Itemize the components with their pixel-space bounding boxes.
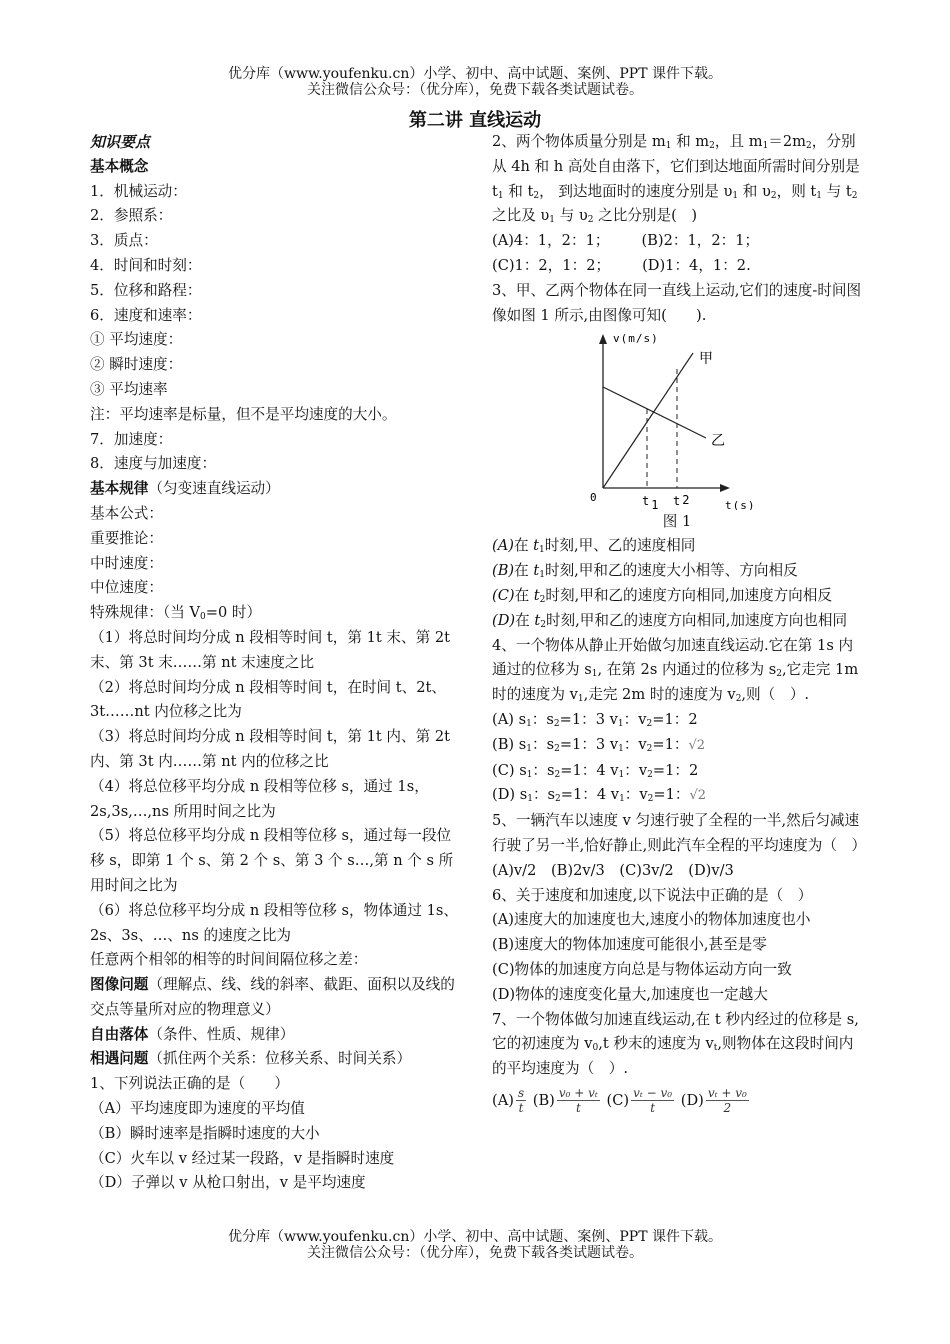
rule-2: （2）将总时间均分成 n 段相等时间 t，在时间 t、2t、3t……nt 内位移之比为 [90,678,446,721]
concept-item: 2．参照系： [90,207,173,225]
question-1-stem: 1、下列说法正确的是（ ） [90,1075,290,1093]
sqrt-2: √2 [689,788,707,804]
question-3-option-b: (B)在 $t_1$时刻,甲和乙的速度大小相等、方向相反 [492,562,798,581]
header-line-2: 关注微信公众号：（优分库），免费下载各类试题试卷。 [307,82,643,98]
rule-3: （3）将总时间均分成 n 段相等时间 t，第 1t 内、第 2t 内、第 3t 内……第 nt 内的位移之比 [90,728,450,770]
meeting-problems-heading: 相遇问题 [90,1050,149,1068]
header-line-1: 优分库（www.youfenku.cn）小学、初中、高中试题、案例、PPT 课件下载。 [227,66,722,82]
formula-item: 基本公式： [90,504,163,522]
basic-rules-heading: 基本规律 [90,480,149,498]
line-yi [603,387,706,438]
x-axis-label: t(s) [725,499,756,511]
line-jia-label: 甲 [699,351,713,368]
figure-caption: 图 1 [662,513,692,531]
question-6-option: (A)速度大的加速度也大,速度小的物体加速度也小 [492,911,811,929]
origin-label: 0 [590,491,597,505]
question-1-option: （B）瞬时速率是指瞬时速度的大小 [90,1124,320,1142]
q7-label-d: (D) [680,1091,704,1109]
question-4-option-b: (B) $s_1$：$s_2=1$：3 $v_1$：$v_2=1$：√2 [492,735,706,754]
formula-item: 重要推论： [90,529,163,547]
meeting-problems-note: （抓住两个关系：位移关系、时间关系） [148,1050,412,1068]
concept-item: 8．速度与加速度： [90,455,217,473]
question-2-options-ab [492,229,862,254]
page-footer [0,1229,950,1261]
concept-item: ① 平均速度： [90,331,183,349]
question-3-option-a: (A)在 $t_1$时刻,甲、乙的速度相同 [492,537,696,556]
concept-item: 5．位移和路程： [90,281,202,299]
line-jia [603,353,693,488]
q7-fraction-a: $\frac{s}{t}$ [517,1086,525,1116]
question-7-options [492,1086,862,1116]
graph-problems [90,973,462,1023]
meeting-problems [90,1047,462,1072]
question-4-option-d: (D) $s_1$：$s_2=1$：4 $v_1$：$v_2=1$：√2 [492,786,707,805]
special-rules-text-end: =0 时） [205,604,262,622]
q7-label-b: (B) [532,1091,555,1109]
question-3-option-d: (D)在 $t_2$时刻,甲和乙的速度方向相同,加速度方向也相同 [492,611,848,630]
question-1-option: （A）平均速度即为速度的平均值 [90,1100,305,1118]
rule-4: （4）将总位移平均分成 n 段相等位移 s，通过 1s，2s,3s,…,ns 所用时间之比为 [90,777,429,820]
question-7-stem: 7、一个物体做匀加速直线运动,在 t 秒内经过的位移是 s,它的初速度为 $v_0,t$ 秒末的速度为 $v_t$,则物体在这段时间内的平均速度为（ ）. [492,1010,859,1078]
concept-note: 注：平均速率是标量，但不是平均速度的大小。 [90,405,397,423]
t2-label: t 2 [673,493,690,509]
concept-item: 6．速度和速率： [90,306,202,324]
concept-item: 7．加速度： [90,430,173,448]
q7-label-a: (A) [492,1091,514,1109]
y-axis-arrow [599,334,607,344]
question-4-option-a: (A) $s_1$：$s_2=1$：3 $v_1$：$v_2=1$：2 [492,710,698,729]
graph-problems-heading: 图像问题 [90,976,149,994]
question-1-option: （D）子弹以 v 从枪口射出，v 是平均速度 [90,1174,366,1192]
footer-line-1: 优分库（www.youfenku.cn）小学、初中、高中试题、案例、PPT 课件下载。 [227,1229,722,1245]
question-2-stem: 2、两个物体质量分别是 $m_1$ 和 $m_2$，且 $m_1=2m_2$，分别从 4h 和 h 高处自由落下，它们到达地面所需时间分别是 $t_1$ 和 $t_2$， 到达地面时的速度分别是 $\upsilon_1$ 和 $\upsilon_2$，则 $t_1$ 与 $t_2$ 之比及 $\upsilon_1$ 与 $\upsilon_2$ 之比分别是( ) [492,133,860,226]
rule-1: （1）将总时间均分成 n 段相等时间 t，第 1t 末、第 2t 末、第 3t 末……第 nt 末速度之比 [90,628,450,671]
question-5-options: (A)v/2 (B)2v/3 (C)3v/2 (D)v/3 [492,861,734,879]
basic-rules-note: （匀变速直线运动） [148,480,280,498]
question-6-stem: 6、关于速度和加速度,以下说法中正确的是（ ） [492,886,813,904]
free-fall [90,1023,462,1048]
concept-item: 4．时间和时刻： [90,256,202,274]
free-fall-note: （条件、性质、规律） [148,1025,295,1043]
basic-concepts-heading: 基本概念 [90,157,149,175]
special-rules-sub: 0 [200,612,206,623]
line-yi-label: 乙 [711,433,725,450]
sqrt-2: √2 [688,737,706,753]
t1-label: t 1 [642,494,659,511]
question-4-option-c: (C) $s_1$：$s_2=1$：4 $v_1$：$v_2=1$：2 [492,761,699,780]
q7-label-c: (C) [606,1091,630,1109]
question-6-option: (C)物体的加速度方向总是与物体运动方向一致 [492,960,792,978]
concept-item: 1．机械运动： [90,182,187,200]
page-header [0,66,950,98]
concept-item: ③ 平均速率 [90,380,168,398]
question-6-option: (D)物体的速度变化量大,加速度也一定越大 [492,985,768,1003]
rule-6: （6）将总位移平均分成 n 段相等位移 s，物体通过 1s、2s、3s、…、ns 的速度之比为 [90,901,458,944]
special-rules-line [90,601,462,626]
free-fall-heading: 自由落体 [90,1025,149,1043]
question-3-stem: 3、甲、乙两个物体在同一直线上运动,它们的速度-时间图像如图 1 所示,由图像可知( ). [492,281,862,324]
formula-item: 中时速度： [90,554,163,572]
question-2-options-cd [492,254,862,279]
q7-fraction-b: $\frac{\text{v₀ + vₜ}}{t}$ [558,1086,598,1116]
graph-problems-note: （理解点、线、线的斜率、截距、面积以及线的交点等量所对应的物理意义） [90,976,455,1018]
formula-item: 中位速度： [90,579,163,597]
question-2-option-b: (B)2：1，2：1； [641,232,760,250]
special-rules-text: 特殊规律：（当 V [90,604,201,622]
x-axis-arrow [720,484,730,492]
question-5-stem: 5、一辆汽车以速度 v 匀速行驶了全程的一半,然后匀减速行驶了另一半,恰好静止,则此汽车全程的平均速度为（ ） [492,812,867,854]
rule-7: 任意两个相邻的相等的时间间隔位移之差： [90,951,368,969]
q7-fraction-d: $\frac{\text{vₜ + v₀}}{2}$ [707,1086,747,1116]
section-title: 知识要点 [90,133,151,151]
concept-item: 3．质点： [90,232,158,250]
footer-line-2: 关注微信公众号：（优分库），免费下载各类试题试卷。 [307,1245,643,1261]
question-2-option-c: (C)1：2，1：2； [492,256,611,274]
basic-rules-line [90,477,462,502]
question-4-stem: 4、一个物体从静止开始做匀加速直线运动.它在第 1s 内通过的位移为 $s_1$, 在第 2s 内通过的位移为 $s_2$,它走完 1m 时的速度为 $v_1$,走完 2m 时的速度为 $v_2$,则（ ）. [492,636,859,705]
question-1-option: （C）火车以 v 经过某一段路，v 是指瞬时速度 [90,1149,395,1167]
q7-fraction-c: $\frac{\text{vₜ − v₀}}{t}$ [633,1086,673,1116]
y-axis-label: v(m/s) [613,332,659,346]
question-2-option-d: (D)1：4，1：2. [642,256,751,274]
velocity-time-graph [492,330,862,510]
page-title: 第二讲 直线运动 [408,110,542,131]
right-column [492,130,867,1116]
figure-1 [492,330,862,510]
question-6-option: (B)速度大的物体加速度可能很小,甚至是零 [492,936,767,954]
question-2-option-a: (A)4：1，2：1； [492,232,610,250]
rule-5: （5）将总位移平均分成 n 段相等位移 s，通过每一段位移 s，即第 1 个 s、第 2 个 s、第 3 个 s…,第 n 个 s 所用时间之比为 [90,827,454,894]
left-column [90,130,462,1196]
question-3-option-c: (C)在 $t_2$时刻,甲和乙的速度方向相同,加速度方向相反 [492,586,832,605]
concept-item: ② 瞬时速度： [90,356,183,374]
